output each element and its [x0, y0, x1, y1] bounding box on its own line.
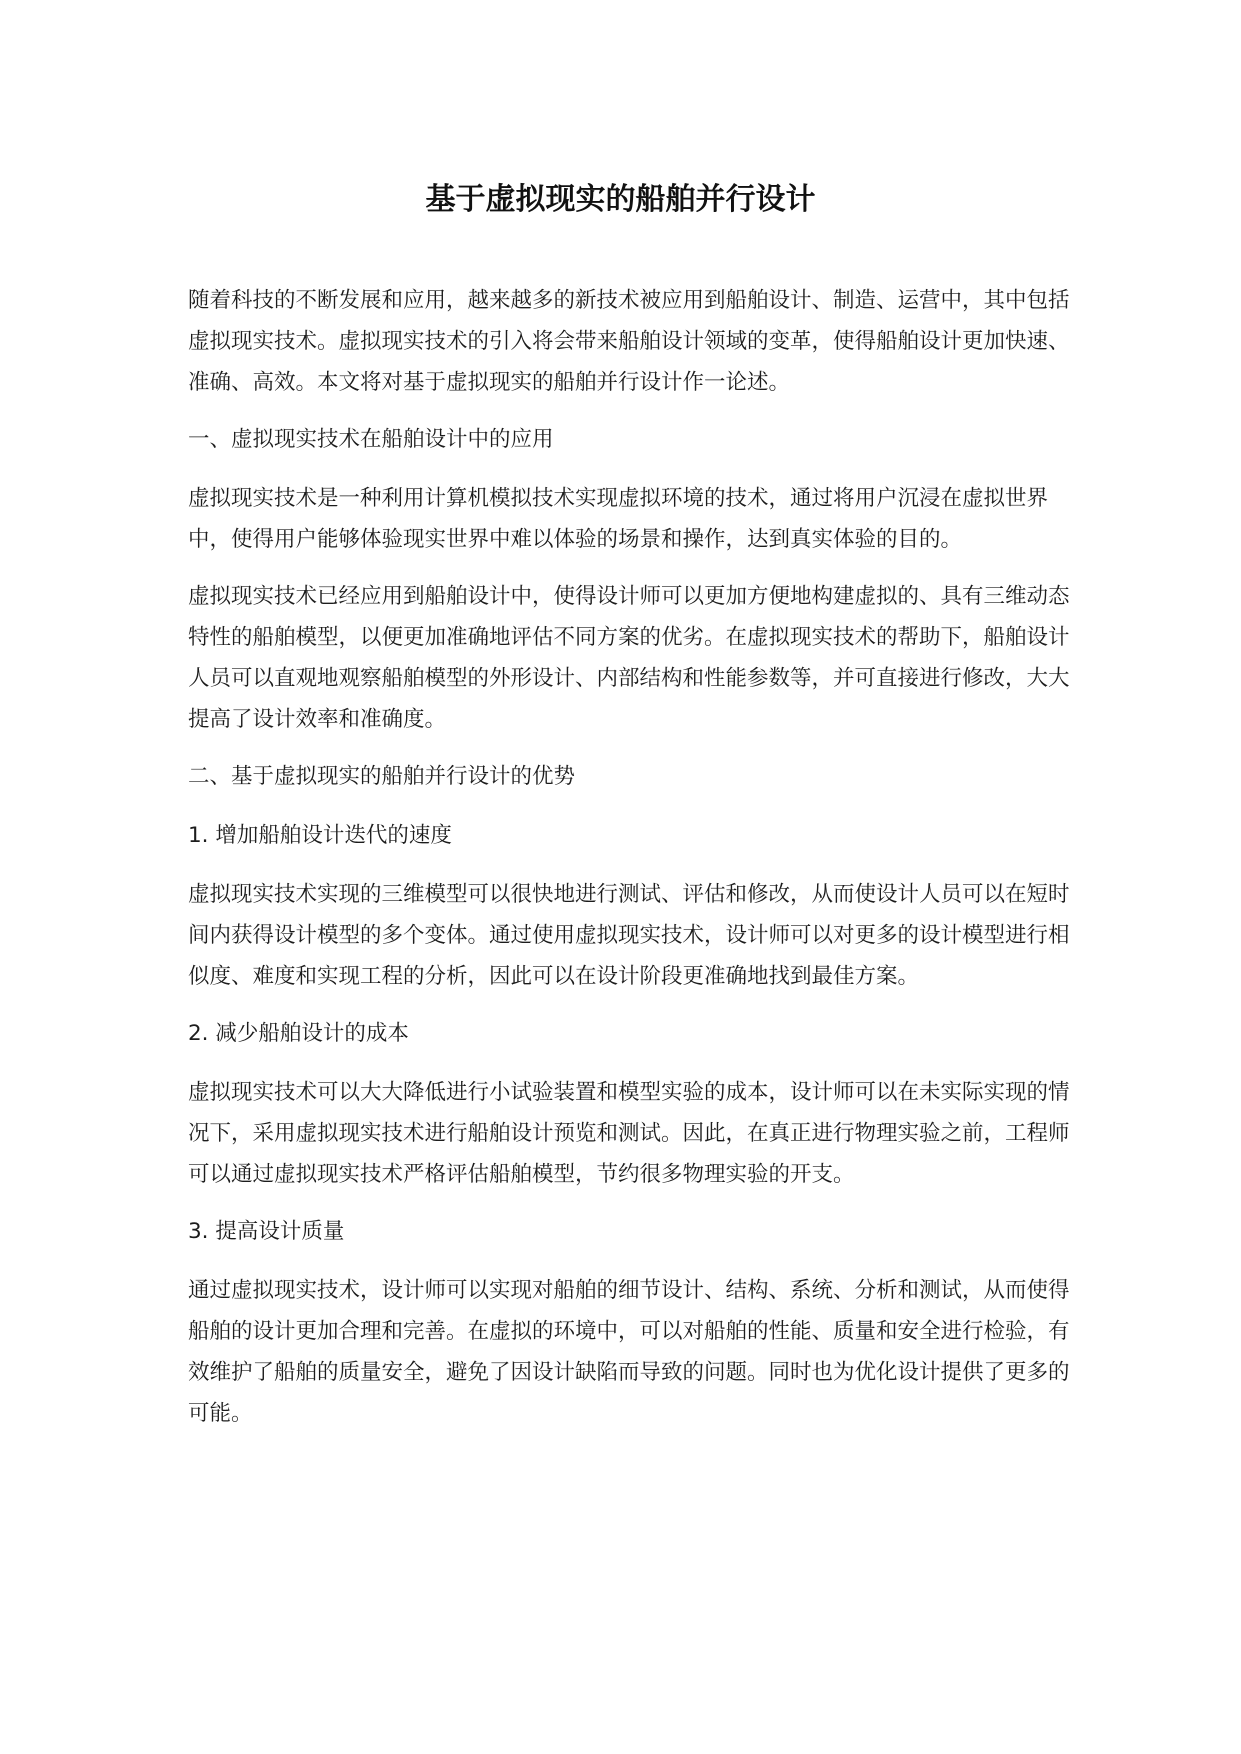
document-title: 基于虚拟现实的船舶并行设计 [425, 182, 816, 217]
vr-definition-paragraph: 虚拟现实技术是一种利用计算机模拟技术实现虚拟环境的技术，通过将用户沉浸在虚拟世界中，使得用户能够体验现实世界中难以体验的场景和操作，达到真实体验的目的。 [188, 486, 1049, 552]
subheading-cost-reduction: 2. 减少船舶设计的成本 [188, 1021, 409, 1046]
subheading-iteration-speed: 1. 增加船舶设计迭代的速度 [188, 823, 452, 848]
subheading-design-quality: 3. 提高设计质量 [188, 1219, 345, 1244]
design-quality-paragraph: 通过虚拟现实技术，设计师可以实现对船舶的细节设计、结构、系统、分析和测试，从而使得船舶的设计更加合理和完善。在虚拟的环境中，可以对船舶的性能、质量和安全进行检验，有效维护了船舶的质量安全，避免了因设计缺陷而导致的问题。同时也为优化设计提供了更多的可能。 [188, 1278, 1070, 1426]
intro-paragraph: 随着科技的不断发展和应用，越来越多的新技术被应用到船舶设计、制造、运营中，其中包括虚拟现实技术。虚拟现实技术的引入将会带来船舶设计领域的变革，使得船舶设计更加快速、准确、高效。本文将对基于虚拟现实的船舶并行设计作一论述。 [188, 288, 1070, 395]
section-heading-vr-application: 一、虚拟现实技术在船舶设计中的应用 [188, 427, 554, 452]
section-heading-advantages: 二、基于虚拟现实的船舶并行设计的优势 [188, 764, 576, 789]
document-body [188, 280, 1078, 1450]
vr-ship-design-paragraph: 虚拟现实技术已经应用到船舶设计中，使得设计师可以更加方便地构建虚拟的、具有三维动态特性的船舶模型，以便更加准确地评估不同方案的优劣。在虚拟现实技术的帮助下，船舶设计人员可以直观地观察船舶模型的外形设计、内部结构和性能参数等，并可直接进行修改，大大提高了设计效率和准确度。 [188, 584, 1070, 732]
iteration-speed-paragraph: 虚拟现实技术实现的三维模型可以很快地进行测试、评估和修改，从而使设计人员可以在短时间内获得设计模型的多个变体。通过使用虚拟现实技术，设计师可以对更多的设计模型进行相似度、难度和实现工程的分析，因此可以在设计阶段更准确地找到最佳方案。 [188, 882, 1070, 989]
cost-reduction-paragraph: 虚拟现实技术可以大大降低进行小试验装置和模型实验的成本，设计师可以在未实际实现的情况下，采用虚拟现实技术进行船舶设计预览和测试。因此，在真正进行物理实验之前，工程师可以通过虚拟现实技术严格评估船舶模型，节约很多物理实验的开支。 [188, 1080, 1070, 1187]
